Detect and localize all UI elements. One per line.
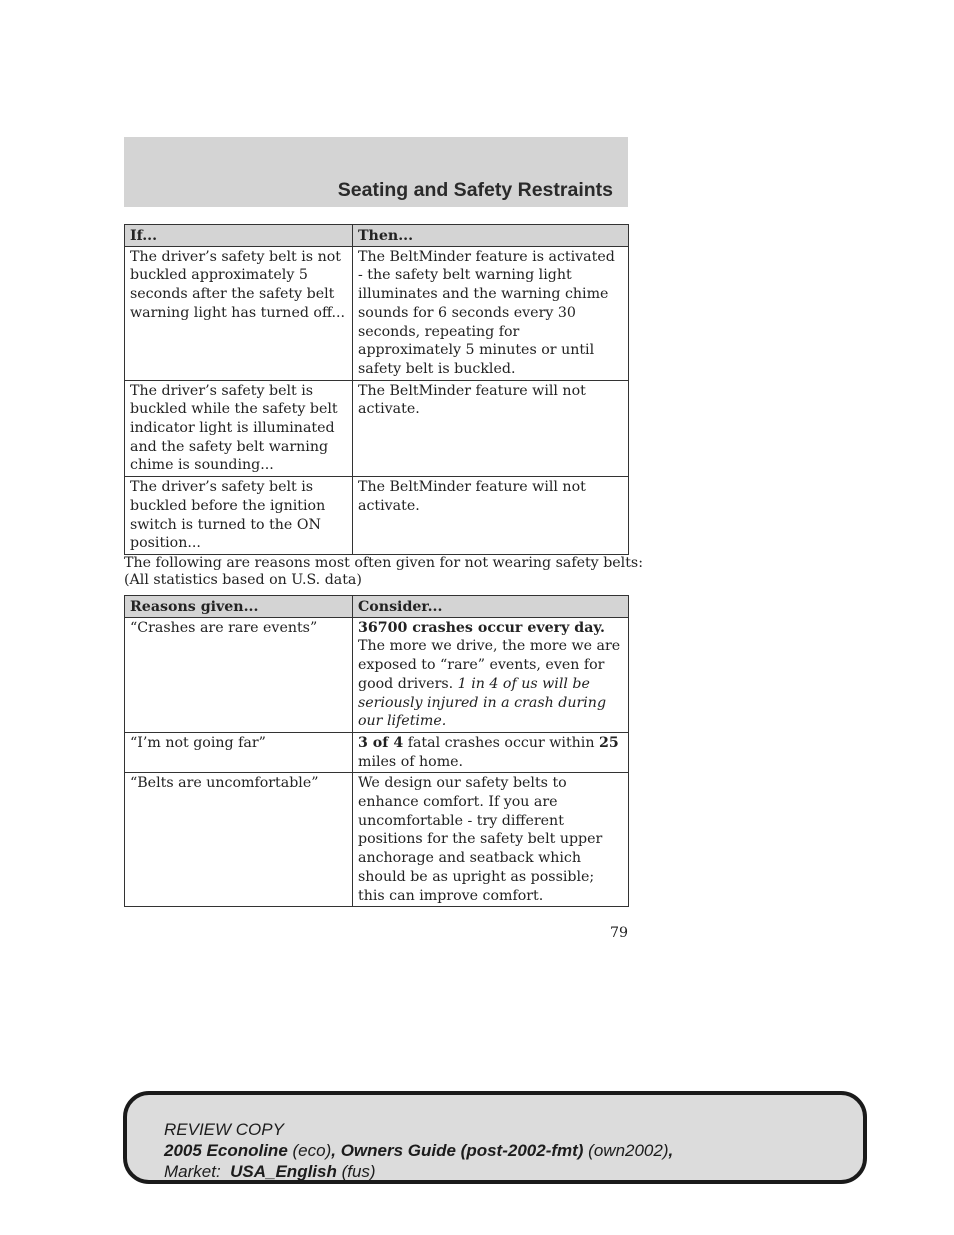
condition-cell: The driver’s safety belt is not buckled approximately 5 seconds after the safety belt warning light has turned off...: [125, 246, 353, 380]
separator-comma: ,: [668, 1141, 674, 1160]
table-row: [125, 380, 629, 477]
table-row: [125, 732, 629, 772]
market-code: (fus): [336, 1162, 376, 1181]
column-header-reasons: Reasons given...: [125, 596, 353, 618]
result-cell: The BeltMinder feature will not activate.: [353, 477, 629, 555]
column-header-consider: Consider...: [353, 596, 629, 618]
table-row: [125, 246, 629, 380]
guide-code: (own2002): [583, 1141, 669, 1160]
bold-fact: 36700 crashes occur every day.: [358, 619, 605, 636]
model-name: 2005 Econoline: [164, 1141, 288, 1160]
condition-cell: The driver’s safety belt is buckled before the ignition switch is turned to the ON position...: [125, 477, 353, 555]
consider-cell: [353, 617, 629, 732]
section-header-band: [124, 137, 628, 207]
bold-fact: 25: [599, 734, 619, 751]
table-header-row: [125, 596, 629, 618]
column-header-if: If...: [125, 225, 353, 247]
section-title: Seating and Safety Restraints: [337, 179, 613, 201]
reason-cell: “Belts are uncomfortable”: [125, 773, 353, 907]
consider-cell: [353, 732, 629, 772]
review-copy-label: REVIEW COPY: [164, 1120, 284, 1139]
review-copy-footer: [123, 1091, 867, 1184]
intro-line: (All statistics based on U.S. data): [124, 571, 362, 588]
intro-line: The following are reasons most often given for not wearing safety belts:: [124, 555, 643, 571]
beltminder-table: [124, 224, 629, 555]
reasons-table: [124, 595, 629, 907]
condition-cell: The driver’s safety belt is buckled while the safety belt indicator light is illuminated and the safety belt warning chime is sounding...: [125, 380, 353, 477]
intro-paragraph: [124, 555, 644, 588]
footer-market-line: [164, 1161, 673, 1182]
market-label: Market:: [164, 1162, 231, 1181]
table-header-row: [125, 225, 629, 247]
table-row: [125, 773, 629, 907]
footer-model-line: [164, 1140, 673, 1161]
reason-cell: “I’m not going far”: [125, 732, 353, 772]
consider-text: The more we drive, the more we are exposed to “rare” events, even for good drivers.: [358, 638, 621, 692]
table-row: [125, 477, 629, 555]
model-code: (eco): [287, 1141, 332, 1160]
result-cell: The BeltMinder feature will not activate.: [353, 380, 629, 477]
footer-text: [164, 1119, 673, 1182]
page-number: 79: [609, 925, 628, 941]
guide-name: , Owners Guide (post-2002-fmt): [331, 1141, 584, 1160]
italic-fact: 1 in 4 of us will be seriously injured in a crash during our lifetime.: [358, 675, 607, 730]
result-cell: The BeltMinder feature is activated - the safety belt warning light illuminates and the warning chime sounds for 6 seconds every 30 seconds, repeating for approximately 5 minutes or until safety belt is buckled.: [353, 246, 629, 380]
column-header-then: Then...: [353, 225, 629, 247]
bold-fact: 3 of 4: [358, 734, 404, 751]
table-row: [125, 617, 629, 732]
reason-cell: “Crashes are rare events”: [125, 617, 353, 732]
consider-text: miles of home.: [358, 753, 464, 770]
consider-text: fatal crashes occur within: [403, 734, 599, 751]
market-name: USA_English: [230, 1162, 337, 1181]
consider-cell: We design our safety belts to enhance comfort. If you are uncomfortable - try different positions for the safety belt upper anchorage and seatback which should be as upright as possible; this can improve comfort.: [353, 773, 629, 907]
